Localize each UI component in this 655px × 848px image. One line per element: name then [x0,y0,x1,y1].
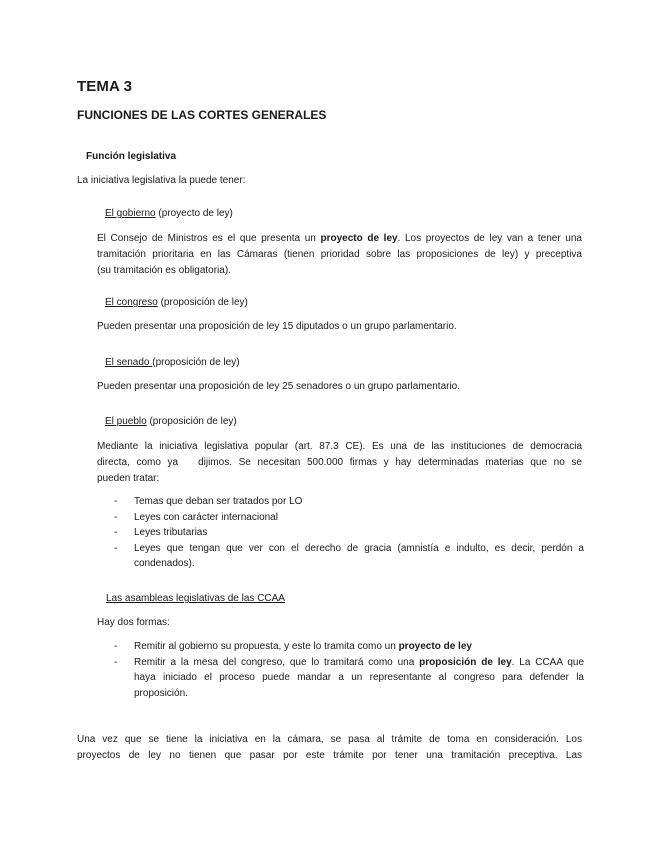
pueblo-excluded-list [114,494,584,572]
closing-paragraph [77,732,582,764]
ccaa-item-2-line-3: proposición. [134,687,188,699]
bullet-dash: - [114,511,118,523]
section-heading: Función legislativa [86,151,177,162]
ccaa-item-2-bold: proposición de ley [419,656,512,668]
senado-suffix: (proposición de ley) [152,357,240,368]
list-item-text: Leyes con carácter internacional [134,511,278,523]
ccaa-label: Las asambleas legislativas de las CCAA [106,593,285,604]
ccaa-item-1-text: Remitir al gobierno su propuesta, y este lo tramita como un [134,641,399,652]
pueblo-suffix: (proposición de ley) [146,416,237,427]
list-item-text-line-1: Leyes que tengan que ver con el derecho de gracia (amnistía e indulto, es decir, perdón a [134,542,584,554]
list-item-text-line-2: condenados). [134,558,195,569]
congreso-label: El congreso [105,297,158,308]
bullet-dash: - [114,496,118,507]
ccaa-item-2-line-2: haya iniciado el proceso puede mandar a un representante al congreso para defender la [134,672,584,683]
closing-line-2: proyectos de ley no tienen que pasar por este trámite por tener una tramitación preceptiva. Las [77,750,582,761]
gobierno-line-3: (su tramitación es obligatoria). [97,265,231,276]
list-item [114,541,584,572]
gobierno-paragraph [97,231,582,279]
gobierno-suffix: (proyecto de ley) [155,208,233,219]
pueblo-line-3: pueden tratar: [97,473,160,484]
gobierno-label: El gobierno [105,208,156,219]
ccaa-forms-list [114,639,584,701]
ccaa-intro: Hay dos formas: [97,617,170,628]
ccaa-item-1-bold: proyecto de ley [398,641,472,652]
list-item [114,494,584,510]
pueblo-line-2: directa, como ya dijimos. Se necesitan 500.000 firmas y hay determinadas materias que no se [97,457,582,468]
ccaa-item-2-line-1 [134,655,584,671]
subheading-gobierno [105,208,233,219]
page-title: TEMA 3 [77,78,133,95]
subheading-ccaa [106,593,285,604]
bullet-dash: - [114,641,118,652]
list-item-text: Temas que deban ser tratados por LO [134,496,303,507]
pueblo-label: El pueblo [105,416,147,427]
closing-line-1: Una vez que se tiene la iniciativa en la cámara, se pasa al trámite de toma en consideración. Los [77,734,582,745]
list-item [114,655,584,702]
ccaa-item-2-text-b: . La CCAA que [511,656,585,668]
ccaa-item-2-text-a: Remitir a la mesa del congreso, que lo tramitará como una [134,656,420,668]
gobierno-line-1a: El Consejo de Ministros es el que presenta un [97,233,321,244]
page-subtitle: FUNCIONES DE LAS CORTES GENERALES [77,108,327,122]
gobierno-line-1-bold: proyecto de ley [320,233,398,244]
gobierno-line-1 [97,231,582,247]
subheading-congreso [105,297,248,308]
congreso-text: Pueden presentar una proposición de ley 15 diputados o un grupo parlamentario. [97,321,457,332]
list-item [114,510,584,526]
subheading-pueblo [105,416,237,427]
senado-text: Pueden presentar una proposición de ley 25 senadores o un grupo parlamentario. [97,381,461,392]
congreso-suffix: (proposición de ley) [157,297,248,308]
senado-label: El senado [105,357,153,368]
list-item [114,639,584,655]
bullet-dash: - [114,656,118,668]
list-item [114,525,584,541]
subheading-senado [105,357,240,368]
bullet-dash: - [114,542,118,554]
bullet-dash: - [114,527,118,538]
intro-text: La iniciativa legislativa la puede tener: [77,175,246,186]
pueblo-line-1: Mediante la iniciativa legislativa popular (art. 87.3 CE). Es una de las instituciones de democracia [97,441,582,452]
gobierno-line-2: tramitación prioritaria en las Cámaras (tienen prioridad sobre las proposiciones de ley) y preceptiva [97,249,582,260]
pueblo-paragraph [97,439,582,487]
list-item-text: Leyes tributarias [134,527,208,538]
gobierno-line-1b: . Los proyectos de ley van a tener una [397,233,582,244]
